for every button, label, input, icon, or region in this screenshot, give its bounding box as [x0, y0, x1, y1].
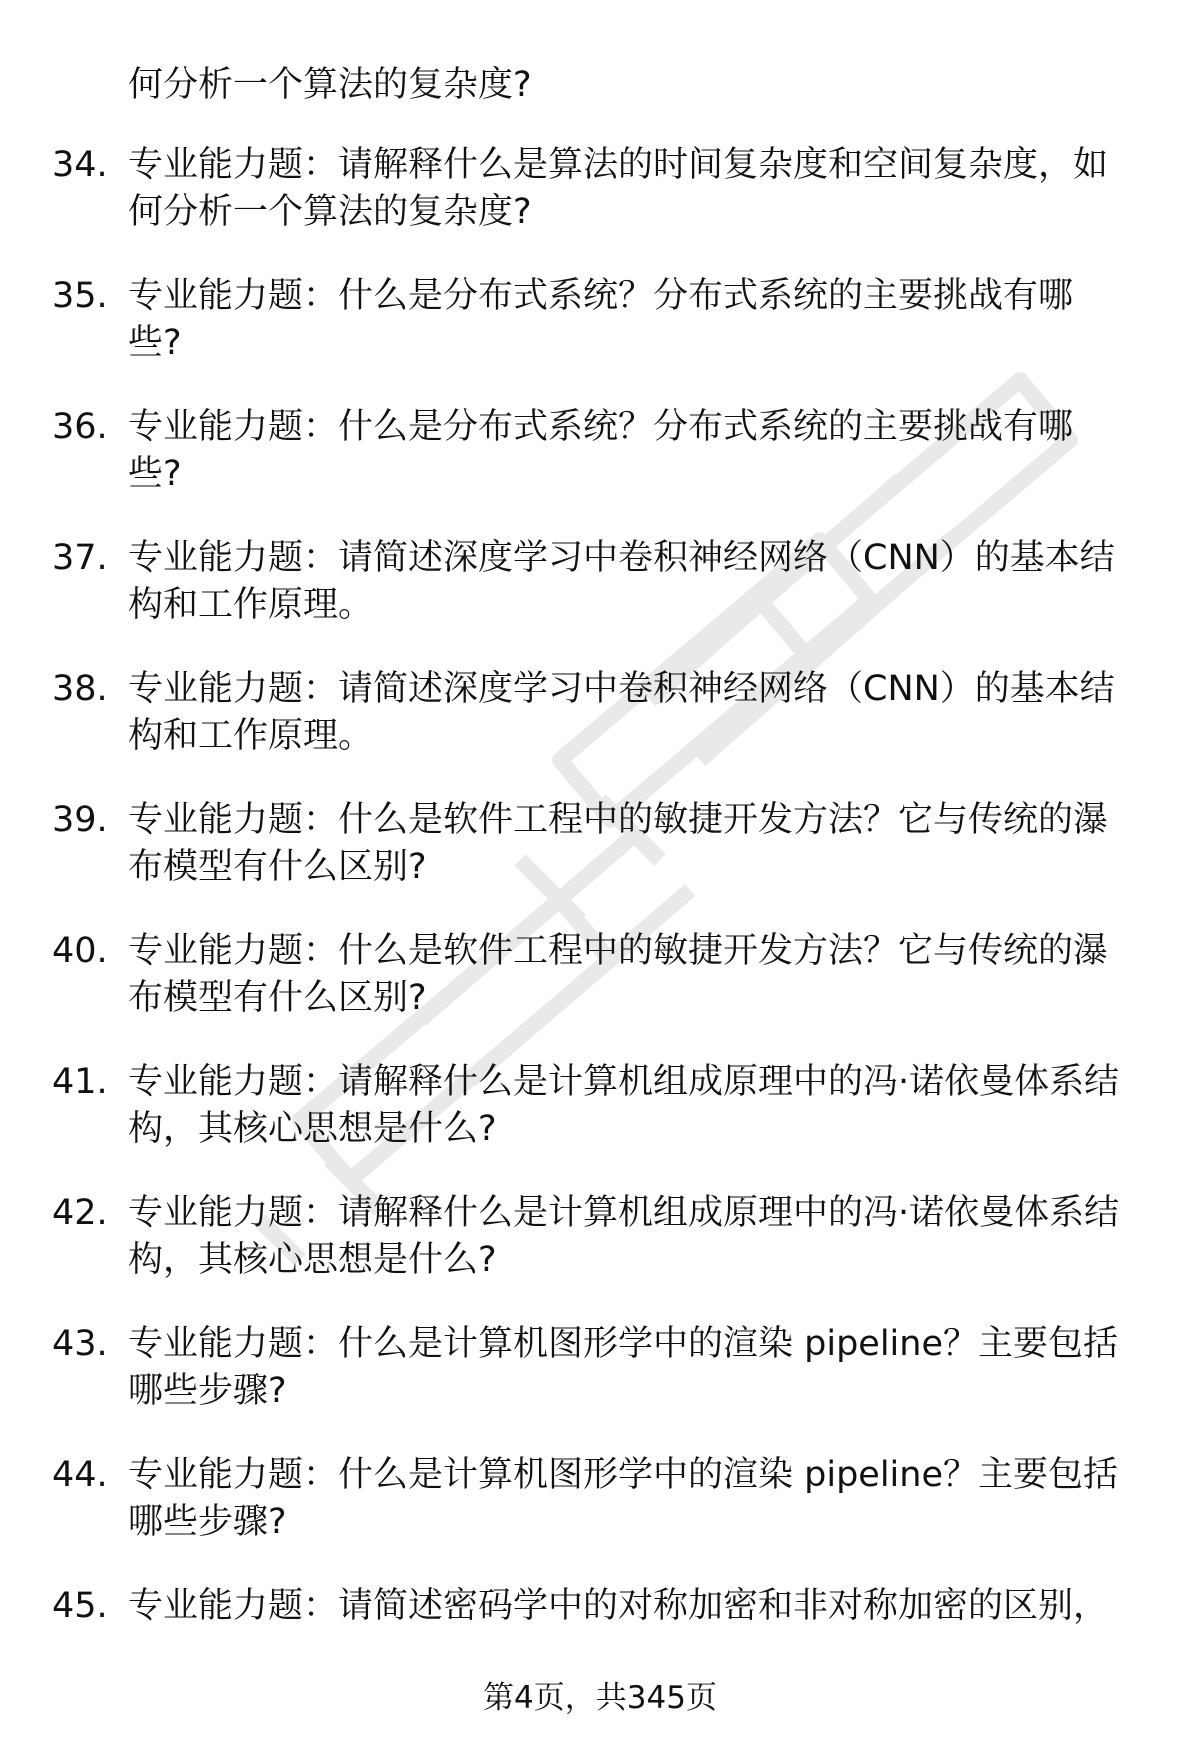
question-text-line: 专业能力题：什么是计算机图形学中的渲染 pipeline？主要包括 [128, 1324, 1118, 1364]
question-text-line: 专业能力题：什么是分布式系统？分布式系统的主要挑战有哪 [128, 276, 1074, 316]
question-number: 39. [52, 800, 108, 840]
question-text-line: 专业能力题：请简述深度学习中卷积神经网络（CNN）的基本结 [128, 669, 1115, 709]
question-number: 42. [52, 1193, 108, 1233]
question-number: 44. [52, 1455, 108, 1495]
question-text-line: 哪些步骤? [128, 1502, 287, 1542]
question-item [0, 1188, 1200, 1319]
question-number: 45. [52, 1586, 108, 1626]
question-text-line: 何分析一个算法的复杂度? [128, 192, 532, 232]
question-item [0, 1450, 1200, 1581]
question-number: 43. [52, 1324, 108, 1364]
question-item [0, 271, 1200, 402]
question-item [0, 402, 1200, 533]
question-text-line: 构和工作原理。 [128, 585, 374, 625]
question-number: 36. [52, 407, 108, 447]
page-footer: 第4页，共345页 [483, 1680, 717, 1716]
continued-question-text: 何分析一个算法的复杂度? [128, 65, 532, 105]
question-text-line: 构，其核心思想是什么? [128, 1109, 497, 1149]
question-text-line: 专业能力题：什么是计算机图形学中的渲染 pipeline？主要包括 [128, 1455, 1118, 1495]
question-text-line: 些? [128, 323, 182, 363]
question-number: 35. [52, 276, 108, 316]
question-list [0, 140, 1200, 1712]
question-text-line: 哪些步骤? [128, 1371, 287, 1411]
question-number: 34. [52, 145, 108, 185]
question-text-line: 专业能力题：请简述密码学中的对称加密和非对称加密的区别， [128, 1586, 1109, 1626]
question-text-line: 布模型有什么区别? [128, 847, 427, 887]
question-item [0, 664, 1200, 795]
question-item [0, 140, 1200, 271]
question-text-line: 专业能力题：请简述深度学习中卷积神经网络（CNN）的基本结 [128, 538, 1115, 578]
question-text-line: 布模型有什么区别? [128, 978, 427, 1018]
question-item [0, 1057, 1200, 1188]
question-item [0, 926, 1200, 1057]
question-text-line: 构，其核心思想是什么? [128, 1240, 497, 1280]
question-text-line: 专业能力题：请解释什么是计算机组成原理中的冯·诺依曼体系结 [128, 1062, 1120, 1102]
question-text-line: 专业能力题：请解释什么是计算机组成原理中的冯·诺依曼体系结 [128, 1193, 1120, 1233]
question-number: 40. [52, 931, 108, 971]
question-number: 37. [52, 538, 108, 578]
question-item [0, 795, 1200, 926]
question-text-line: 专业能力题：什么是软件工程中的敏捷开发方法？它与传统的瀑 [128, 800, 1109, 840]
question-number: 38. [52, 669, 108, 709]
question-text-line: 专业能力题：请解释什么是算法的时间复杂度和空间复杂度，如 [128, 145, 1109, 185]
question-text-line: 专业能力题：什么是软件工程中的敏捷开发方法？它与传统的瀑 [128, 931, 1109, 971]
question-item [0, 1319, 1200, 1450]
question-item [0, 533, 1200, 664]
question-number: 41. [52, 1062, 108, 1102]
question-text-line: 构和工作原理。 [128, 716, 374, 756]
question-text-line: 些? [128, 454, 182, 494]
question-text-line: 专业能力题：什么是分布式系统？分布式系统的主要挑战有哪 [128, 407, 1074, 447]
